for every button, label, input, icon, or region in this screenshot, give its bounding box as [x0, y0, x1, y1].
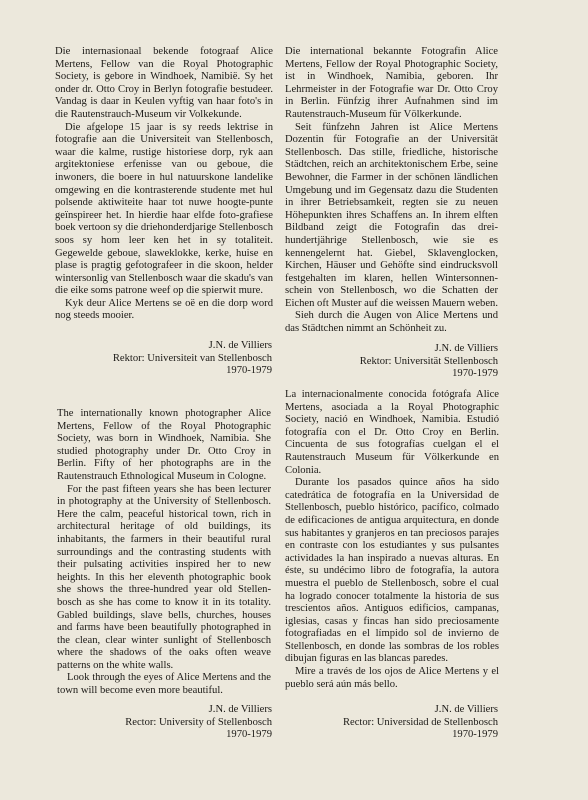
english-signature [125, 704, 272, 742]
signature-name: J.N. de Villiers [208, 340, 272, 351]
german-paragraph-1: Die international bekannte Fotografin Alice Mertens, Fellow der Royal Photographic Society, ist in Windhoek, Namibia, geboren. Ihr Lehrmeister in der Fotografie war Dr. Otto Croy in Berlin. Fünfzig ihrer Aufnahmen sind im Rautenstrauch-Museum für Völkerkunde. [285, 46, 498, 120]
german-signature [360, 343, 498, 381]
signature-title: Rector: Universidad de Stellenbosch [342, 716, 498, 728]
signature-title: Rektor: Universität Stellenbosch [359, 355, 498, 367]
spanish-paragraph-3: Mire a través de los ojos de Alice Mertens y el pueblo será aún más bello. [285, 666, 499, 690]
german-paragraph-3: Sieh durch die Augen von Alice Mertens und das Städtchen nimmt an Schönheit zu. [285, 310, 498, 335]
afrikaans-paragraph-3: Kyk deur Alice Mertens se oë en die dorp word nog steeds mooier. [55, 297, 273, 322]
signature-years: 1970-1979 [452, 729, 498, 741]
spanish-text-block [285, 389, 499, 691]
spanish-signature [343, 704, 498, 742]
signature-name: J.N. de Villiers [434, 343, 498, 354]
spanish-paragraph-2: Durante los pasados quince años ha sido catedrática de fotografía en la Universidad de Stellenbosch, pueblo histórico, pacífico, colmado de edificaciones de antigua arquitectura, en donde sus habitantes y granjeros en tan preciosos parajes en contraste con los estudiantes y sus pulsantes actividades la han inspirado a nuevas alturas. En éste, su undécimo libro de fotografía, la autora muestra el pueblo de Stellenbosch, sobre el cual ha logrado conocer totalmente la historia de sus trescientos años. Antiguos edificios, campanas, iglesias, casas y fincas han sido preciosamente fotografiadas en el límpido sol de invierno de Stellenbosch, en donde las sombras de los robles dibujan figuras en las blancas paredes. [285, 477, 499, 665]
signature-years: 1970-1979 [226, 729, 272, 741]
afrikaans-paragraph-1: Die internasionaal bekende fotograaf Alice Mertens, Fellow van die Royal Photographic Society, is gebore in Windhoek, Namibië. Sy het onder dr. Otto Croy in Berlyn fotografie bestudeer. Vandag is daar in Keulen vyftig van haar foto's in die Rautenstrauch-Museum vir Volkekunde. [55, 46, 273, 120]
english-paragraph-3: Look through the eyes of Alice Mertens and the town will become even more beautiful. [57, 672, 271, 697]
afrikaans-signature [113, 340, 272, 378]
signature-name: J.N. de Villiers [208, 704, 272, 715]
german-paragraph-2: Seit fünfzehn Jahren ist Alice Mertens Dozentin für Fotografie an der Universität Stellenbosch. Das stille, friedliche, historische Städtchen, reich an architektonischem Erbe, seine Bewohner, die Farmer in der schönen ländlichen Umgebung und im Gegensatz dazu die Studenten in ihrer Betriebsamkeit, regten sie zu neuen Höhepunkten ihres Schaffens an. In ihrem elften Bildband zeigt die Fotografin das drei-hundertjährige Stellenbosch, wie sie es kennengelernt hat. Giebel, Sklavenglocken, Kirchen, Häuser und Gehöfte sind eindrucksvoll festgehalten im klaren, hellen Wintersonnen-schein von Stellenbosch, wo die Schatten der Eichen oft Muster auf die weissen Mauern weben. [285, 121, 498, 309]
english-paragraph-1: The internationally known photographer Alice Mertens, Fellow of the Royal Photographic Society, was born in Windhoek, Namibia. She studied photography under Dr. Otto Croy in Berlin. Fifty of her photographs are in the Rautenstrauch Ethnological Museum in Cologne. [57, 408, 271, 482]
signature-title: Rektor: Universiteit van Stellenbosch [112, 352, 272, 364]
german-text-block [285, 46, 498, 336]
afrikaans-text-block [55, 46, 273, 323]
signature-title: Rector: University of Stellenbosch [125, 716, 272, 728]
signature-years: 1970-1979 [226, 365, 272, 377]
english-paragraph-2: For the past fifteen years she has been lecturer in photography at the University of Stellenbosch. Here the calm, peaceful historical town, rich in architectural heritage of old buildings, its inhabitants, the farmers in their beautiful rural surroundings and the contrasting students with their pulsating activities inspired her to new heights. In this her eleventh photographic book she shows the three-hundred year old Stellen-bosch as she has come to know it in its totality. Gabled buildings, slave bells, churches, houses and farms have been beautifully photographed in the clean, clear winter sunlight of Stellenbosch where the shadows of the oaks often weave patterns on the white walls. [57, 483, 271, 671]
english-text-block [57, 408, 271, 698]
signature-name: J.N. de Villiers [434, 704, 498, 715]
afrikaans-paragraph-2: Die afgelope 15 jaar is sy reeds lektrise in fotografie aan die Universiteit van Stellenbosch, waar die kalme, rustige historiese dorp, ryk aan argitektoniese erfenisse van ou geboue, die inwoners, die boere in hul natuurskone landelike omgewing en die kontrasterende studente met hul polsende aktiwiteite haar tot nuwe hoogte-punte geïnspireer het. In hierdie haar elfde foto-grafiese boek vertoon sy die driehonderdjarige Stellenbosch soos sy hom leer ken het in sy totaliteit. Gegewelde geboue, slaweklokke, kerke, huise en plase is pragtig gefotografeer in die skoon, helder wintersonlig van Stellenbosch waar die skadu's van die eike soms patrone weef op die spierwit mure. [55, 121, 273, 297]
spanish-paragraph-1: La internacionalmente conocida fotógrafa Alice Mertens, asociada a la Royal Photographic Society, nació en Windhoek, Namibia. Estudió fotografía con el Dr. Otto Croy en Berlin. Cincuenta de sus fotografías cuelgan el el Rautenstrauch Museum für Völkerkunde en Colonia. [285, 389, 499, 476]
signature-years: 1970-1979 [452, 368, 498, 380]
